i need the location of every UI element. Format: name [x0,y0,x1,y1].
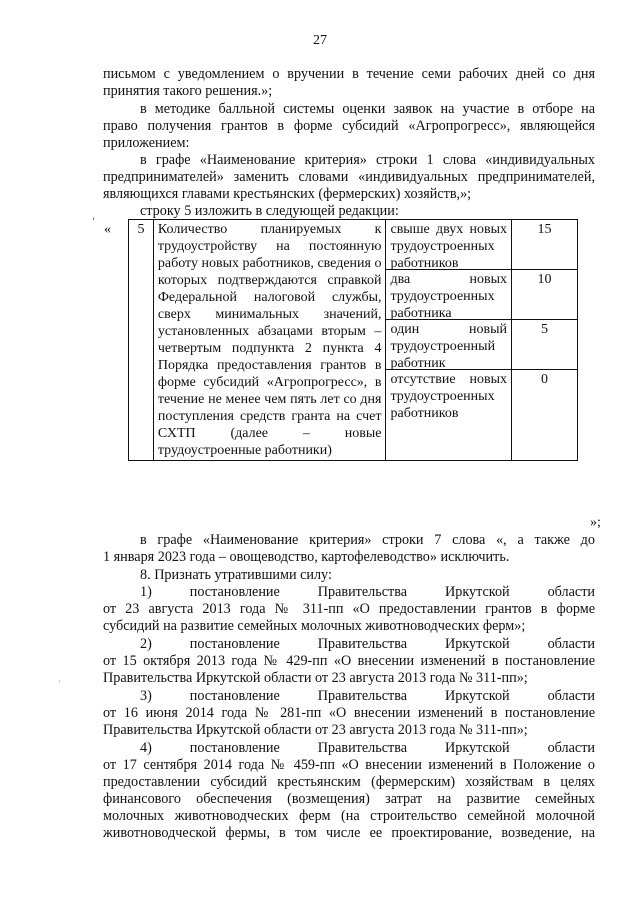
paragraph-line: 4) постановление Правительства Иркутской области [140,740,595,756]
levels-cell [386,220,512,461]
paragraph-line: финансового обеспечения (возмещения) затрат на развитие семейных [103,791,595,807]
paragraph-line: предпринимателей» заменить словами «индивидуальных предпринимателей, [103,169,595,185]
paragraph-line: Правительства Иркутской области от 23 августа 2013 года № 311-пп»; [103,722,528,738]
level-score: 0 [540,372,548,387]
criterion-description-cell: Количество планируемых к трудоустройству на постоянную работу новых работников, сведения о которых подтверждаются справкой Федеральной налоговой службы, сверх минимальных значений, установленных абзацами вторым – четвертым подпункта 2 пункта 4 Порядка предоставления грантов в форме субсидий «Агропрогресс», в течение не менее чем пять лет со дня поступления средств гранта на счет СХТП (далее – новые трудоустроенные работники) [153,220,386,461]
paragraph-line: в графе «Наименование критерия» строки 7 слова «, а также до [140,532,595,548]
paragraph-line: от 17 сентября 2014 года № 459-пп «О внесении изменений в Положение о [103,757,595,773]
scores-cell [511,220,577,461]
paragraph-line: 2) постановление Правительства Иркутской области [140,636,595,652]
scan-mark: ٬ [92,217,96,228]
paragraph-line: в графе «Наименование критерия» строки 1 слова «индивидуальных [140,152,595,168]
open-quote: « [104,222,111,237]
paragraph-line: в методике балльной системы оценки заявок на участие в отборе на [140,101,595,117]
paragraph-line: 1) постановление Правительства Иркутской области [140,584,595,600]
paragraph-line: от 15 октября 2013 года № 429-пп «О внесении изменений в постановление [103,653,595,669]
scan-mark: ʾ [58,680,62,691]
table-row [129,220,578,461]
paragraph-line: 1 января 2023 года – овощеводство, картофелеводство» исключить. [103,549,510,565]
level-label: отсутствие новых трудоустроенных работников [390,372,507,421]
paragraph-line: письмом с уведомлением о вручении в течение семи рабочих дней со дня [103,66,595,82]
paragraph-line: приложением: [103,135,190,151]
paragraph-line: от 23 августа 2013 года № 311-пп «О предоставлении грантов в форме [103,601,595,617]
page-number: 27 [313,33,327,48]
level-label: один новый трудоустроенный работник [386,320,511,370]
paragraph-line: принятия такого решения.»; [103,83,273,99]
level-score: 10 [512,270,577,320]
paragraph-line: субсидий на развитие семейных молочных животноводческих ферм»; [103,618,526,634]
paragraph-line: строку 5 изложить в следующей редакции: [140,203,399,219]
criteria-table [128,219,578,461]
paragraph-line: право получения грантов в форме субсидий «Агропрогресс», являющейся [103,118,595,134]
level-score: 15 [512,220,577,270]
row-number-cell: 5 [129,220,154,461]
paragraph-line: животноводческой фермы, в том числе ее проектирование, возведение, на [103,825,595,841]
paragraph-line: молочных животноводческих ферм (на строительство семейной молочной [103,808,595,824]
close-quote: »; [590,515,601,530]
paragraph-line: являющихся главами крестьянских (фермерских) хозяйств,»; [103,186,472,202]
level-score: 5 [512,320,577,370]
paragraph-line: 8. Признать утратившими силу: [140,567,332,583]
paragraph-line: 3) постановление Правительства Иркутской области [140,688,595,704]
level-label: свыше двух новых трудоустроенных работников [386,220,511,270]
paragraph-line: Правительства Иркутской области от 23 августа 2013 года № 311-пп»; [103,670,528,686]
paragraph-line: от 16 июня 2014 года № 281-пп «О внесении изменений в постановление [103,705,595,721]
level-label: два новых трудоустроенных работника [386,270,511,320]
paragraph-line: предоставлении субсидий крестьянским (фермерским) хозяйствам в целях [103,774,595,790]
